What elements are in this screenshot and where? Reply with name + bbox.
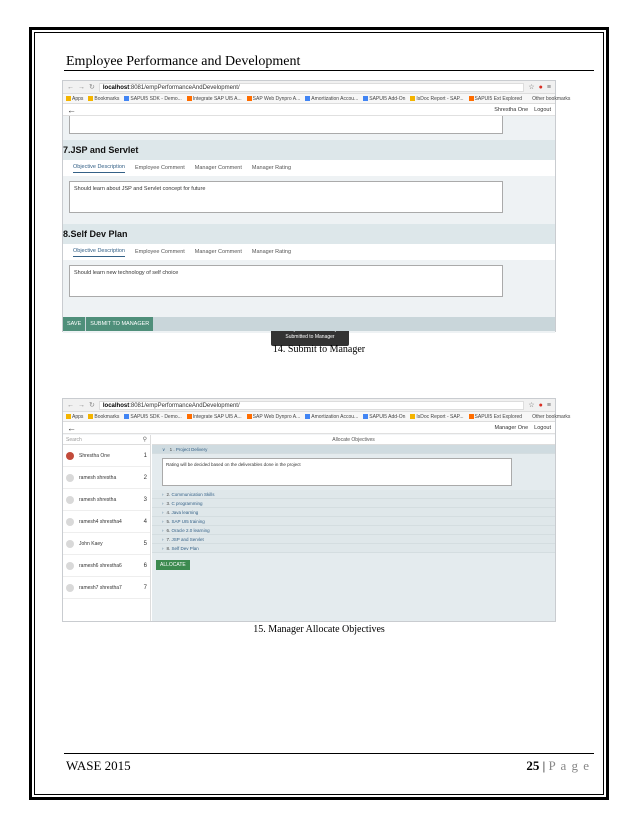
logout-link[interactable]: Logout [534, 424, 551, 431]
tab-objective-description[interactable]: Objective Description [73, 248, 125, 257]
bookmark-item[interactable]: SAPUI5 SDK - Demo... [124, 96, 181, 102]
objective-block-8 [63, 224, 555, 297]
document-header: Employee Performance and Development [66, 54, 301, 69]
objective-row[interactable]: › 7. JSP and Servlet [152, 535, 555, 544]
panel-title: Allocate Objectives [152, 435, 555, 445]
chevron-right-icon: › [162, 501, 164, 506]
tab-manager-comment[interactable]: Manager Comment [194, 165, 242, 171]
employee-list-item[interactable]: Shrestha One 1 [63, 445, 150, 467]
bookmark-item[interactable]: SAPUI5 Ext Explored [469, 414, 523, 420]
objective-row[interactable]: › 8. Self Dev Plan [152, 544, 555, 553]
bookmark-icon [88, 96, 93, 101]
search-icon[interactable]: ⚲ [142, 437, 147, 443]
objective-row[interactable]: › 2. Communication Skills [152, 490, 555, 499]
allocate-button[interactable]: ALLOCATE [156, 560, 190, 570]
employee-list-item[interactable]: ramesh7 shrestha7 7 [63, 577, 150, 599]
bookmark-item[interactable]: Apps [66, 96, 83, 102]
reload-icon[interactable]: ↻ [89, 402, 95, 409]
menu-icon[interactable]: ≡ [546, 83, 551, 91]
other-bookmarks[interactable]: Other bookmarks [532, 413, 571, 420]
chevron-right-icon: › [162, 528, 164, 533]
browser-address-bar [63, 81, 555, 94]
back-arrow-icon[interactable]: ← [67, 83, 74, 91]
objective-tabs [63, 160, 555, 176]
chevron-down-icon: ∨ [162, 447, 166, 452]
objective-description-textarea[interactable]: Should learn new technology of self choice [69, 265, 503, 297]
url-field[interactable]: localhost:8081/empPerformanceAndDevelopment/ [99, 401, 525, 410]
objective-row[interactable]: › 6. Oracle 2.0 learning [152, 526, 555, 535]
bookmark-icon [469, 414, 474, 419]
bookmark-icon [247, 414, 252, 419]
bookmark-icon [247, 96, 252, 101]
bookmark-icon [305, 96, 310, 101]
objective-block-7 [63, 140, 555, 213]
employee-list-item[interactable]: John Kaey 5 [63, 533, 150, 555]
search-input[interactable]: Search ⚲ [63, 435, 150, 445]
objective-row[interactable]: › 3. C programming [152, 499, 555, 508]
bookmark-item[interactable]: Bookmarks [88, 414, 119, 420]
objective-rating-text[interactable]: Rating will be decided based on the deliverables done in the project [162, 458, 512, 486]
url-field[interactable]: localhost:8081/empPerformanceAndDevelopment/ [99, 83, 525, 92]
user-name: Manager One [494, 424, 529, 431]
forward-arrow-icon[interactable]: → [78, 83, 85, 91]
bookmark-icon [124, 96, 129, 101]
employee-list-item[interactable]: ramesh6 shrestha6 6 [63, 555, 150, 577]
avatar [66, 584, 74, 592]
bookmark-item[interactable]: Amortization Accou... [305, 414, 358, 420]
figure-caption-14: 14. Submit to Manager [272, 344, 366, 355]
bookmark-icon [187, 96, 192, 101]
browser-address-bar [63, 399, 555, 412]
bookmark-item[interactable]: SAPUI5 Add-On [363, 96, 405, 102]
chevron-right-icon: › [162, 546, 164, 551]
allocate-objectives-panel [152, 435, 555, 621]
previous-objective-textarea[interactable] [69, 116, 503, 134]
header-rule [64, 70, 594, 71]
objective-form [63, 116, 555, 340]
screenshot-allocate-objectives [62, 398, 571, 622]
tab-manager-comment[interactable]: Manager Comment [194, 249, 242, 255]
objective-row[interactable]: › 5. SAP UI5 training [152, 517, 555, 526]
tab-manager-rating[interactable]: Manager Rating [251, 165, 292, 171]
save-button[interactable]: SAVE [63, 317, 85, 331]
bookmark-item[interactable]: SAP Web Dynpro A... [247, 414, 301, 420]
bookmark-icon [469, 96, 474, 101]
manager-workspace [63, 435, 555, 621]
tab-employee-comment[interactable]: Employee Comment [134, 165, 185, 171]
bookmark-item[interactable]: IsDoc Report - SAP... [410, 414, 463, 420]
other-bookmarks[interactable]: Other bookmarks [532, 95, 571, 102]
employee-list [63, 435, 151, 621]
employee-list-item[interactable]: ramesh shrestha 3 [63, 489, 150, 511]
forward-arrow-icon[interactable]: → [78, 401, 85, 409]
avatar [66, 518, 74, 526]
bookmark-item[interactable]: SAPUI5 SDK - Demo... [124, 414, 181, 420]
tab-employee-comment[interactable]: Employee Comment [134, 249, 185, 255]
bookmark-icon [187, 414, 192, 419]
avatar [66, 452, 74, 460]
bookmark-icon [410, 414, 415, 419]
bookmark-icon [410, 96, 415, 101]
bookmark-icon [66, 414, 71, 419]
bookmark-icon [363, 96, 368, 101]
bookmark-icon [88, 414, 93, 419]
back-arrow-icon[interactable]: ← [67, 422, 76, 433]
figure-caption-15: 15. Manager Allocate Objectives [253, 624, 385, 635]
app-header [63, 422, 555, 434]
footer-page-number: 25 | P a g e [526, 758, 590, 773]
tab-manager-rating[interactable]: Manager Rating [251, 249, 292, 255]
logout-link[interactable]: Logout [534, 106, 551, 113]
objective-description-textarea[interactable]: Should learn about JSP and Servlet concept for future [69, 181, 503, 213]
employee-list-item[interactable]: ramesh4 shrestha4 4 [63, 511, 150, 533]
star-icon[interactable]: ☆ [528, 402, 535, 409]
tab-objective-description[interactable]: Objective Description [73, 164, 125, 173]
bookmark-item[interactable]: Integrate SAP UI5 A... [187, 414, 242, 420]
bookmark-icon [66, 96, 71, 101]
bookmark-icon [124, 414, 129, 419]
bookmark-item[interactable]: SAPUI5 Ext Explored [469, 96, 523, 102]
bookmark-icon [305, 414, 310, 419]
bookmark-item[interactable]: Amortization Accou... [305, 96, 358, 102]
objective-title: 8.Self Dev Plan [63, 224, 555, 244]
avatar [66, 474, 74, 482]
bookmark-item[interactable]: Bookmarks [88, 96, 119, 102]
objective-row-expanded[interactable]: ∨ 1 . Project Delivery [152, 445, 555, 454]
footer-left: WASE 2015 [66, 758, 131, 773]
screenshot-submit-to-manager [62, 80, 571, 340]
bookmark-item[interactable]: Apps [66, 414, 83, 420]
extension-icon[interactable]: ● [538, 83, 543, 91]
chevron-right-icon: › [162, 519, 164, 524]
chevron-right-icon: › [162, 510, 164, 515]
bookmark-item[interactable]: SAPUI5 Add-On [363, 414, 405, 420]
avatar [66, 540, 74, 548]
chevron-right-icon: › [162, 492, 164, 497]
back-arrow-icon[interactable]: ← [67, 104, 76, 115]
avatar [66, 562, 74, 570]
extension-icon[interactable]: ● [538, 401, 543, 409]
employee-list-item[interactable]: ramesh shrestha 2 [63, 467, 150, 489]
star-icon[interactable]: ☆ [528, 84, 535, 91]
success-toast: Submitted to Manager [271, 322, 349, 346]
objective-title: 7.JSP and Servlet [63, 140, 555, 160]
bookmarks-bar [63, 412, 571, 422]
menu-icon[interactable]: ≡ [546, 401, 551, 409]
bookmark-item[interactable]: Integrate SAP UI5 A... [187, 96, 242, 102]
bookmark-item[interactable]: SAP Web Dynpro A... [247, 96, 301, 102]
app-header [63, 104, 555, 116]
back-arrow-icon[interactable]: ← [67, 401, 74, 409]
chevron-right-icon: › [162, 537, 164, 542]
bookmark-item[interactable]: IsDoc Report - SAP... [410, 96, 463, 102]
submit-to-manager-button[interactable]: SUBMIT TO MANAGER [86, 317, 153, 331]
objective-row[interactable]: › 4. Java learning [152, 508, 555, 517]
bookmark-icon [363, 414, 368, 419]
action-footer [63, 317, 555, 331]
objective-tabs [63, 244, 555, 260]
avatar [66, 496, 74, 504]
bookmarks-bar [63, 94, 571, 104]
user-name: Shrestha One [494, 106, 529, 113]
footer-rule [64, 753, 594, 754]
reload-icon[interactable]: ↻ [89, 84, 95, 91]
